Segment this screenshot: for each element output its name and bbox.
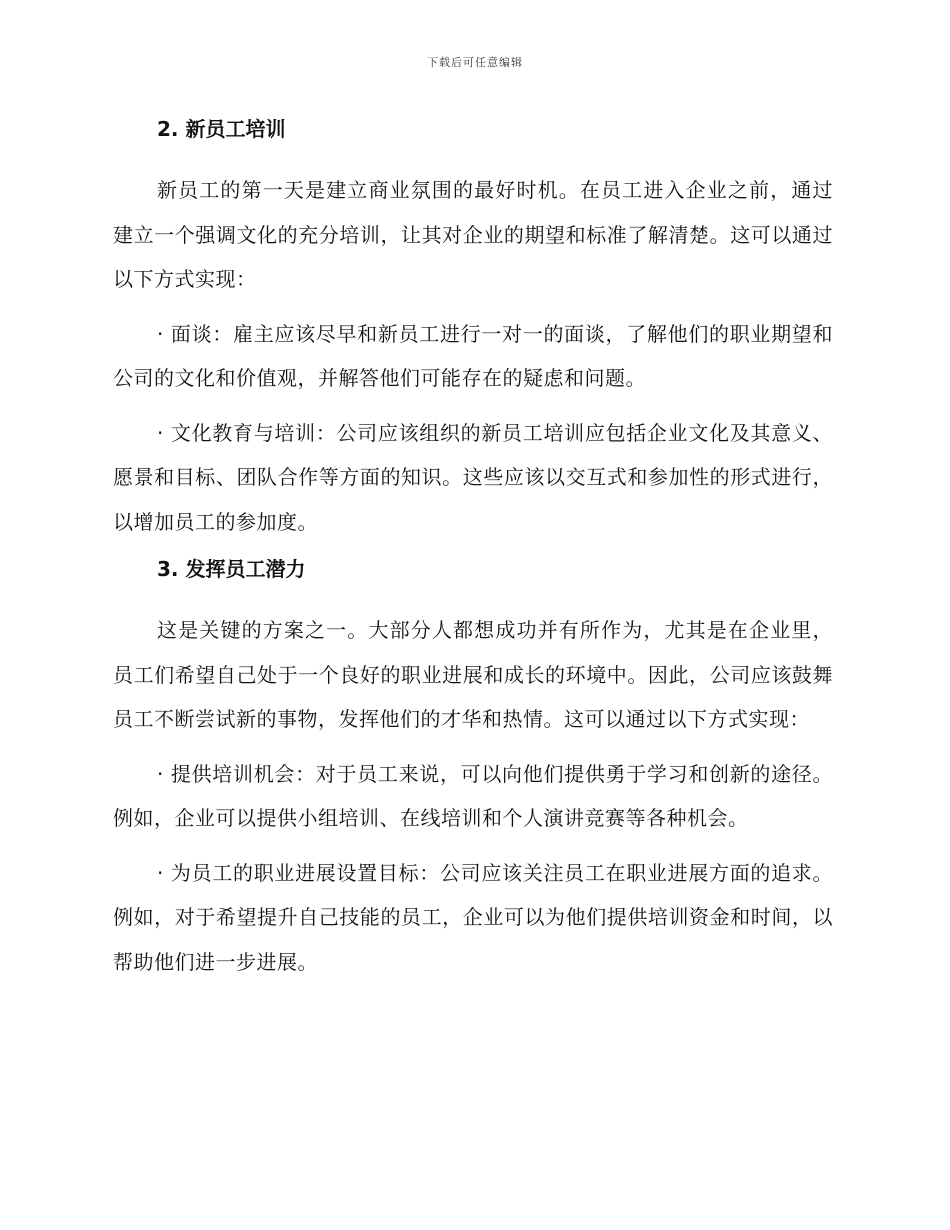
paragraph-career-goals: · 为员工的职业进展设置目标：公司应该关注员工在职业进展方面的追求。例如，对于希望提升自己技能的员工，企业可以为他们提供培训资金和时间，以帮助他们进一步进展。: [113, 860, 833, 974]
paragraph-potential-intro: 这是关键的方案之一。大部分人都想成功并有所作为，尤其是在企业里，员工们希望自己处于一个良好的职业进展和成长的环境中。因此，公司应该鼓舞员工不断尝试新的事物，发挥他们的才华和热情。这可以通过以下方式实现：: [113, 618, 833, 731]
paragraph-interview: · 面谈：雇主应该尽早和新员工进行一对一的面谈，了解他们的职业期望和公司的文化和价值观，并解答他们可能存在的疑虑和问题。: [113, 321, 833, 390]
section-heading-potential: 3. 发挥员工潜力: [157, 557, 306, 581]
header-note: 下载后可任意编辑: [427, 56, 523, 69]
section-heading-training: 2. 新员工培训: [157, 117, 286, 141]
paragraph-training-opportunities: · 提供培训机会：对于员工来说，可以向他们提供勇于学习和创新的途径。例如，企业可以提供小组培训、在线培训和个人演讲竞赛等各种机会。: [113, 761, 833, 830]
document-body: [113, 112, 833, 984]
paragraph-culture-training: · 文化教育与培训：公司应该组织的新员工培训应包括企业文化及其意义、愿景和目标、团队合作等方面的知识。这些应该以交互式和参加性的形式进行，以增加员工的参加度。: [113, 420, 833, 534]
paragraph-training-intro: 新员工的第一天是建立商业氛围的最好时机。在员工进入企业之前，通过建立一个强调文化的充分培训，让其对企业的期望和标准了解清楚。这可以通过以下方式实现：: [113, 178, 833, 291]
